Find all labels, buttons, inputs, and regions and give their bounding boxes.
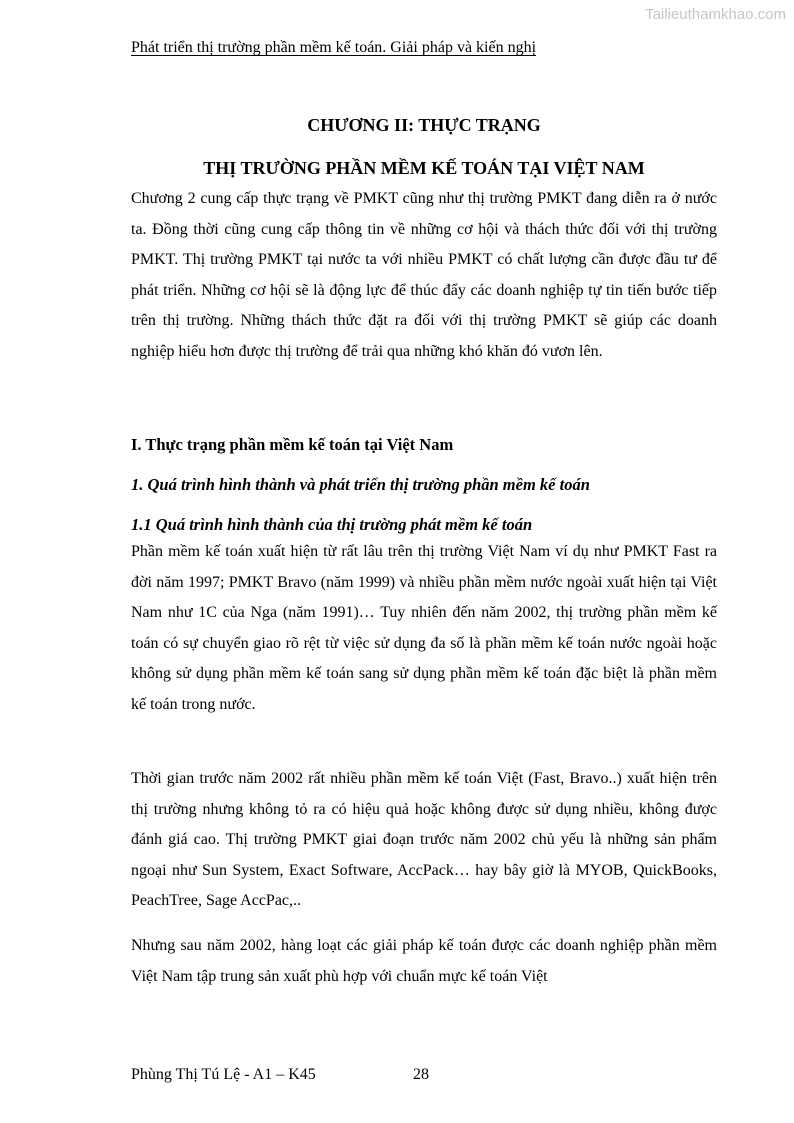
page-header — [131, 39, 717, 57]
paragraph-after-2002: Nhưng sau năm 2002, hàng loạt các giải pháp kế toán được các doanh nghiệp phần mềm Việt Nam tập trung sản xuất phù hợp với chuẩn mực kế toán Việt — [131, 937, 717, 985]
chapter-title-line2: THỊ TRƯỜNG PHẦN MỀM KẾ TOÁN TẠI VIỆT NAM — [203, 158, 645, 178]
paragraph-before-2002: Thời gian trước năm 2002 rất nhiều phần mềm kế toán Việt (Fast, Bravo..) xuất hiện trên thị trường nhưng không tỏ ra có hiệu quả hoặc không được sử dụng nhiều, không được đánh giá cao. Thị trường PMKT giai đoạn trước năm 2002 chủ yếu là những sản phẩm ngoại như Sun System, Exact Software, AccPack… hay bây giờ là MYOB, QuickBooks, PeachTree, Sage AccPac,.. — [131, 770, 717, 909]
footer-page-number: 28 — [413, 1066, 429, 1083]
watermark: Tailieuthamkhao.com — [645, 6, 786, 23]
paragraph-market-formation: Phần mềm kế toán xuất hiện từ rất lâu trên thị trường Việt Nam ví dụ như PMKT Fast ra đời năm 1997; PMKT Bravo (năm 1999) và nhiều phần mềm nước ngoài xuất hiện tại Việt Nam như 1C của Nga (năm 1991)… Tuy nhiên đến năm 2002, thị trường phần mềm kế toán có sự chuyển giao rõ rệt từ việc sử dụng đa số là phần mềm kế toán nước ngoài hoặc không sử dụng phần mềm kế toán sang sử dụng phần mềm kế toán đặc biệt là phần mềm kế toán trong nước. — [131, 543, 717, 713]
heading-subsection-1-1: 1.1 Quá trình hình thành của thị trường phát mềm kế toán — [131, 515, 533, 534]
heading-section-i: I. Thực trạng phần mềm kế toán tại Việt Nam — [131, 435, 454, 454]
running-head-text: Phát triển thị trường phần mềm kế toán. Giải pháp và kiến nghị — [131, 39, 537, 56]
page-footer — [131, 1066, 717, 1084]
chapter-title-line1: CHƯƠNG II: THỰC TRẠNG — [307, 115, 541, 135]
paragraph-chapter-intro: Chương 2 cung cấp thực trạng về PMKT cũng như thị trường PMKT đang diễn ra ở nước ta. Đồng thời cũng cung cấp thông tin về những cơ hội và thách thức đối với thị trường PMKT. Thị trường PMKT tại nước ta với nhiều PMKT có chất lượng cần được đầu tư để phát triển. Những cơ hội sẽ là động lực để thúc đẩy các doanh nghiệp tự tin tiến bước tiếp trên thị trường. Những thách thức đặt ra đối với thị trường PMKT sẽ giúp các doanh nghiệp hiểu hơn được thị trường để trải qua những khó khăn đó vươn lên. — [131, 190, 717, 360]
footer-author: Phùng Thị Tú Lệ - A1 – K45 — [131, 1066, 316, 1083]
heading-subsection-1: 1. Quá trình hình thành và phát triển thị trường phần mềm kế toán — [131, 475, 590, 494]
